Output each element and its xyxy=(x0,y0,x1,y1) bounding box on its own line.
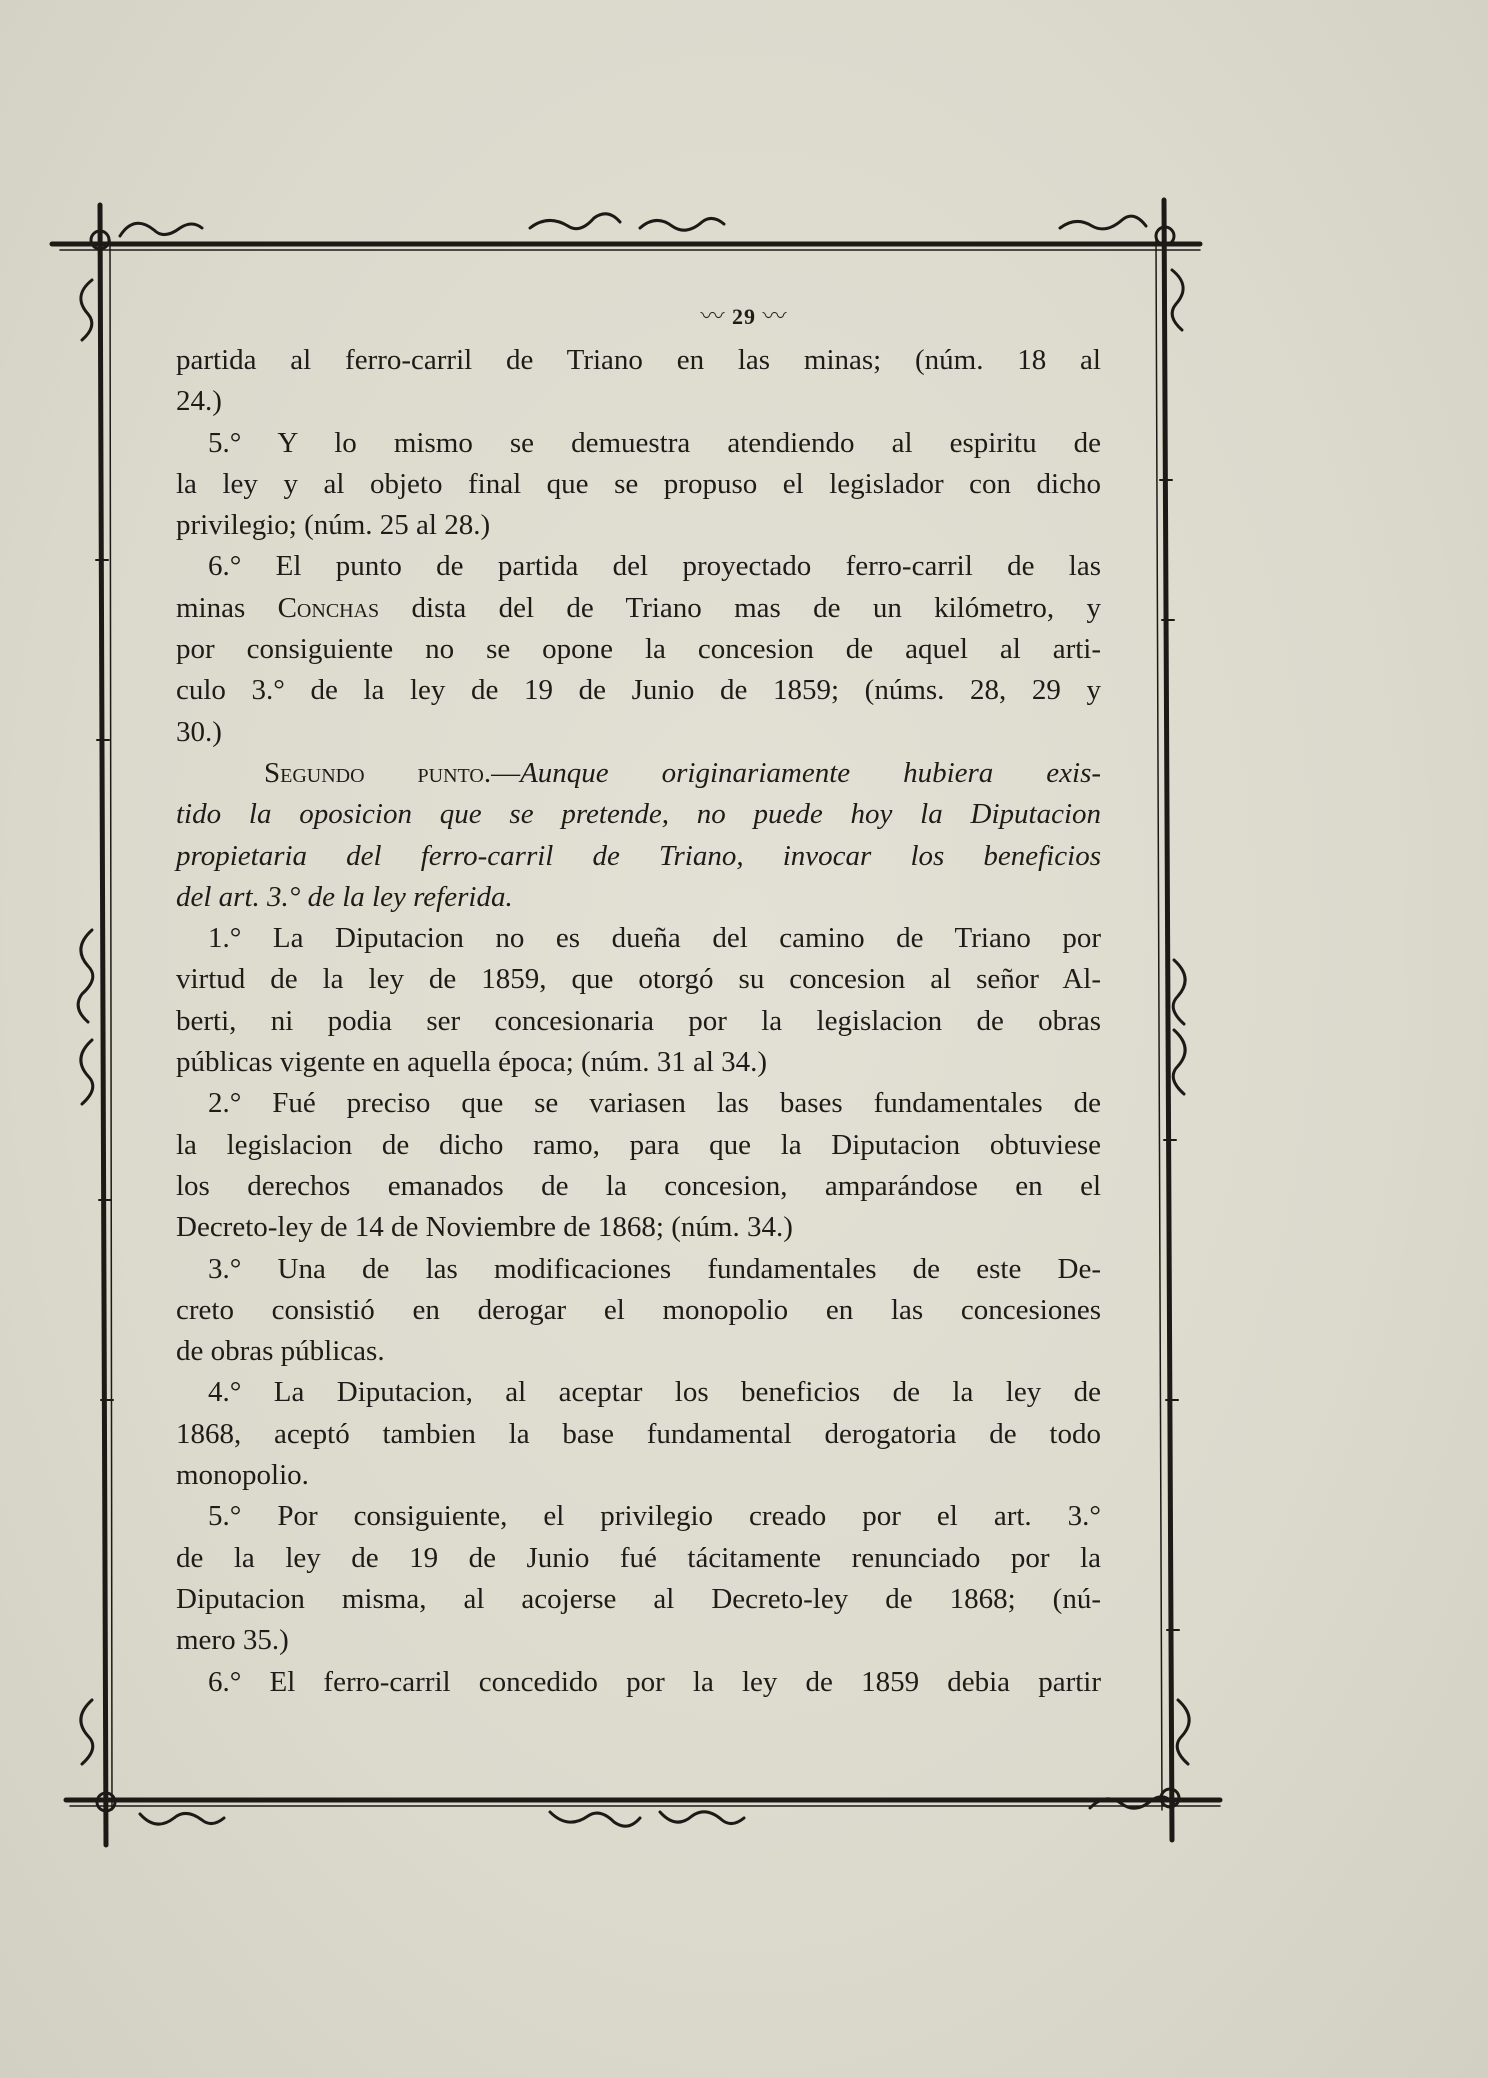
heading-italic-text: del art. 3.° de la ley referida. xyxy=(176,880,513,913)
heading-italic-text: propietaria del ferro-carril de Triano, invocar los beneficios xyxy=(176,839,1101,872)
text-line: monopolio. xyxy=(176,1459,309,1492)
text-line: virtud de la ley de 1859, que otorgó su concesion al señor Al- xyxy=(176,963,1101,996)
text-line: berti, ni podia ser concesionaria por la legislacion de obras xyxy=(176,1004,1101,1037)
page-number: 29 xyxy=(732,304,756,329)
text-line: 1.° La Diputacion no es dueña del camino de Triano por xyxy=(208,922,1101,955)
text-line: 3.° Una de las modificaciones fundamentales de este De- xyxy=(208,1252,1101,1285)
page-number-header xyxy=(0,296,1488,331)
text-line: Diputacion misma, al acojerse al Decreto-ley de 1868; (nú- xyxy=(176,1582,1101,1615)
heading-line xyxy=(176,753,1101,794)
heading-label: Segundo punto. xyxy=(264,756,492,789)
text-line: 30.) xyxy=(176,715,222,748)
text-lines-before xyxy=(176,340,1101,753)
small-caps-name: Conchas xyxy=(277,591,380,624)
body-text xyxy=(176,340,1101,1703)
heading-italic-text: Aunque originariamente hubiera exis- xyxy=(520,756,1102,789)
text-line: creto consistió en derogar el monopolio en las concesiones xyxy=(176,1293,1101,1326)
text-line: por consiguiente no se opone la concesion de aquel al arti- xyxy=(176,633,1101,666)
text-line: minas Conchas dista del de Triano mas de un kilómetro, y xyxy=(176,591,1101,624)
text-line: 5.° Por consiguiente, el privilegio creado por el art. 3.° xyxy=(208,1500,1101,1533)
text-lines-after xyxy=(176,918,1101,1703)
heading-italic-text: tido la oposicion que se pretende, no puede hoy la Diputacion xyxy=(176,798,1101,831)
text-line: privilegio; (núm. 25 al 28.) xyxy=(176,509,491,542)
heading-dash: — xyxy=(491,756,521,789)
text-line: Decreto-ley de 14 de Noviembre de 1868; (núm. 34.) xyxy=(176,1211,793,1244)
text-line: los derechos emanados de la concesion, amparándose en el xyxy=(176,1169,1101,1202)
page-number-right-flourish: 〰 xyxy=(762,304,788,330)
heading-line xyxy=(176,836,1101,877)
text-line: de la ley de 19 de Junio fué tácitamente renunciado por la xyxy=(176,1541,1101,1574)
text-line: la ley y al objeto final que se propuso el legislador con dicho xyxy=(176,467,1101,500)
heading-line xyxy=(176,794,1101,835)
text-line: mero 35.) xyxy=(176,1624,289,1657)
text-line: 4.° La Diputacion, al aceptar los beneficios de la ley de xyxy=(208,1376,1101,1409)
text-line: la legislacion de dicho ramo, para que la Diputacion obtuviese xyxy=(176,1128,1101,1161)
text-line: 1868, aceptó tambien la base fundamental derogatoria de todo xyxy=(176,1417,1101,1450)
text-line: partida al ferro-carril de Triano en las minas; (núm. 18 al xyxy=(176,344,1101,376)
text-line: 24.) xyxy=(176,385,222,418)
text-line: 5.° Y lo mismo se demuestra atendiendo al espiritu de xyxy=(208,426,1101,459)
text-line: 6.° El punto de partida del proyectado ferro-carril de las xyxy=(208,550,1101,583)
page-number-left-flourish: 〰 xyxy=(700,304,726,330)
heading-line xyxy=(176,877,1101,918)
text-line: culo 3.° de la ley de 19 de Junio de 1859; (núms. 28, 29 y xyxy=(176,674,1101,707)
text-line: 6.° El ferro-carril concedido por la ley de 1859 debia partir xyxy=(208,1665,1101,1698)
text-line: públicas vigente en aquella época; (núm. 31 al 34.) xyxy=(176,1046,768,1079)
text-line: de obras públicas. xyxy=(176,1335,385,1368)
section-heading xyxy=(176,753,1101,918)
text-line: 2.° Fué preciso que se variasen las bases fundamentales de xyxy=(208,1087,1101,1120)
